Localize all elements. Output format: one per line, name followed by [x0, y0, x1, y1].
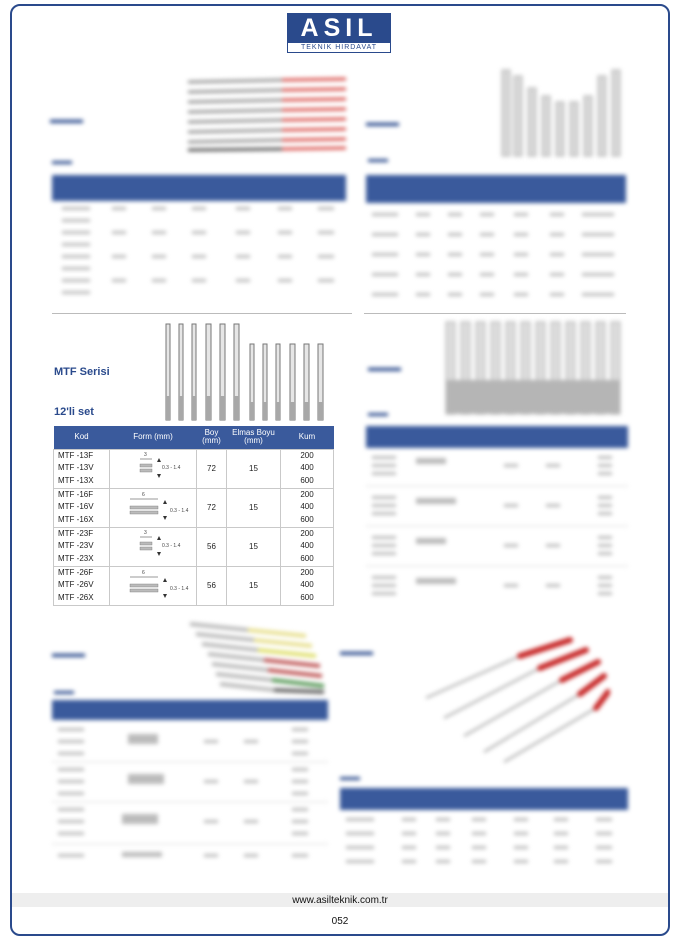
section-title-blurred: ▬▬▬	[52, 648, 85, 660]
code-cell	[54, 566, 110, 605]
section-title-blurred: ▬▬▬	[368, 362, 401, 374]
kum: 200	[300, 567, 314, 577]
elmas-cell: 15	[227, 488, 281, 527]
dim-b: 0.3 - 1.4	[162, 464, 181, 471]
table-row	[54, 527, 334, 566]
form-drawing-narrow	[110, 528, 196, 566]
product-image-mtf-files	[162, 322, 332, 422]
kum: 200	[300, 489, 314, 499]
dim-b: 0.3 - 1.4	[162, 542, 181, 549]
section-sub-blurred: ▬▬	[368, 154, 388, 165]
page-number: 052	[331, 916, 349, 927]
code: MTF -16F	[58, 489, 94, 499]
section-title-blurred: ▬▬▬	[366, 117, 399, 129]
form-drawing-cell	[110, 566, 197, 605]
boy-cell: 72	[197, 488, 227, 527]
form-drawing-wide	[110, 567, 196, 605]
form-drawing-cell	[110, 527, 197, 566]
kum: 600	[300, 514, 314, 524]
boy-cell: 56	[197, 527, 227, 566]
mtf-set-label: 12'li set	[54, 406, 94, 418]
dim-a: 3	[144, 451, 147, 458]
boy-cell: 72	[197, 449, 227, 488]
code: MTF -26X	[58, 592, 94, 602]
code: MTF -16V	[58, 502, 94, 512]
blurred-table-3	[366, 426, 628, 614]
elmas-cell: 15	[227, 566, 281, 605]
blurred-table-2	[366, 175, 626, 303]
code: MTF -26F	[58, 567, 94, 577]
section-sub-blurred: ▬▬	[52, 156, 72, 167]
code: MTF -13V	[58, 463, 94, 473]
product-image-files-colored	[188, 620, 328, 694]
header-form: Form (mm)	[110, 426, 197, 449]
dim-b: 0.3 - 1.4	[170, 585, 189, 592]
code: MTF -26V	[58, 580, 94, 590]
table-row	[54, 449, 334, 488]
kum: 400	[300, 580, 314, 590]
section-sub-blurred: ▬▬	[368, 408, 388, 419]
blurred-table-1	[52, 175, 346, 305]
code-cell	[54, 449, 110, 488]
header-boy: Boy (mm)	[197, 426, 227, 449]
blurred-table-5	[340, 788, 628, 870]
form-drawing-cell	[110, 488, 197, 527]
product-image-files-grey-2	[444, 320, 628, 416]
boy-cell: 56	[197, 566, 227, 605]
table-header-row	[54, 426, 334, 449]
table-row	[54, 566, 334, 605]
header-kum: Kum	[281, 426, 334, 449]
kum: 600	[300, 475, 314, 485]
section-sub-blurred: ▬▬	[340, 772, 360, 783]
code: MTF -23F	[58, 528, 94, 538]
code: MTF -23X	[58, 553, 94, 563]
kum-cell	[281, 566, 334, 605]
header-elmas: Elmas Boyu (mm)	[227, 426, 281, 449]
elmas-cell: 15	[227, 449, 281, 488]
kum: 600	[300, 553, 314, 563]
code: MTF -23V	[58, 541, 94, 551]
elmas-cell: 15	[227, 527, 281, 566]
code: MTF -16X	[58, 514, 94, 524]
kum: 400	[300, 541, 314, 551]
kum-cell	[281, 527, 334, 566]
header-kod: Kod	[54, 426, 110, 449]
dim-a: 6	[142, 491, 145, 498]
product-image-files-red	[186, 76, 348, 154]
section-sub-blurred: ▬▬	[54, 686, 74, 697]
section-title-blurred: ▬▬▬	[340, 646, 373, 658]
mtf-spec-table	[53, 426, 334, 606]
code-cell	[54, 488, 110, 527]
form-drawing-wide	[110, 489, 196, 527]
mtf-series-title: MTF Serisi	[54, 366, 110, 378]
code: MTF -13X	[58, 475, 94, 485]
section-title-blurred: ▬▬▬	[50, 114, 83, 126]
kum: 200	[300, 528, 314, 538]
dim-a: 6	[142, 569, 145, 576]
dim-b: 0.3 - 1.4	[170, 507, 189, 514]
blurred-table-4	[52, 700, 328, 872]
brand-logo	[287, 13, 391, 51]
kum: 400	[300, 463, 314, 473]
form-drawing-narrow	[110, 450, 196, 488]
kum-cell	[281, 488, 334, 527]
logo-tagline: TEKNİK HIRDAVAT	[287, 43, 391, 53]
kum: 400	[300, 502, 314, 512]
kum: 200	[300, 450, 314, 460]
kum: 600	[300, 592, 314, 602]
website-url: www.asilteknik.com.tr	[292, 895, 388, 906]
logo-text: ASIL	[287, 13, 391, 43]
dim-a: 3	[144, 529, 147, 536]
divider	[52, 313, 352, 314]
code-cell	[54, 527, 110, 566]
code: MTF -13F	[58, 450, 94, 460]
table-row	[54, 488, 334, 527]
product-image-files-grey	[500, 68, 626, 158]
product-image-files-red-handles	[420, 636, 610, 766]
kum-cell	[281, 449, 334, 488]
divider	[364, 313, 626, 314]
form-drawing-cell	[110, 449, 197, 488]
